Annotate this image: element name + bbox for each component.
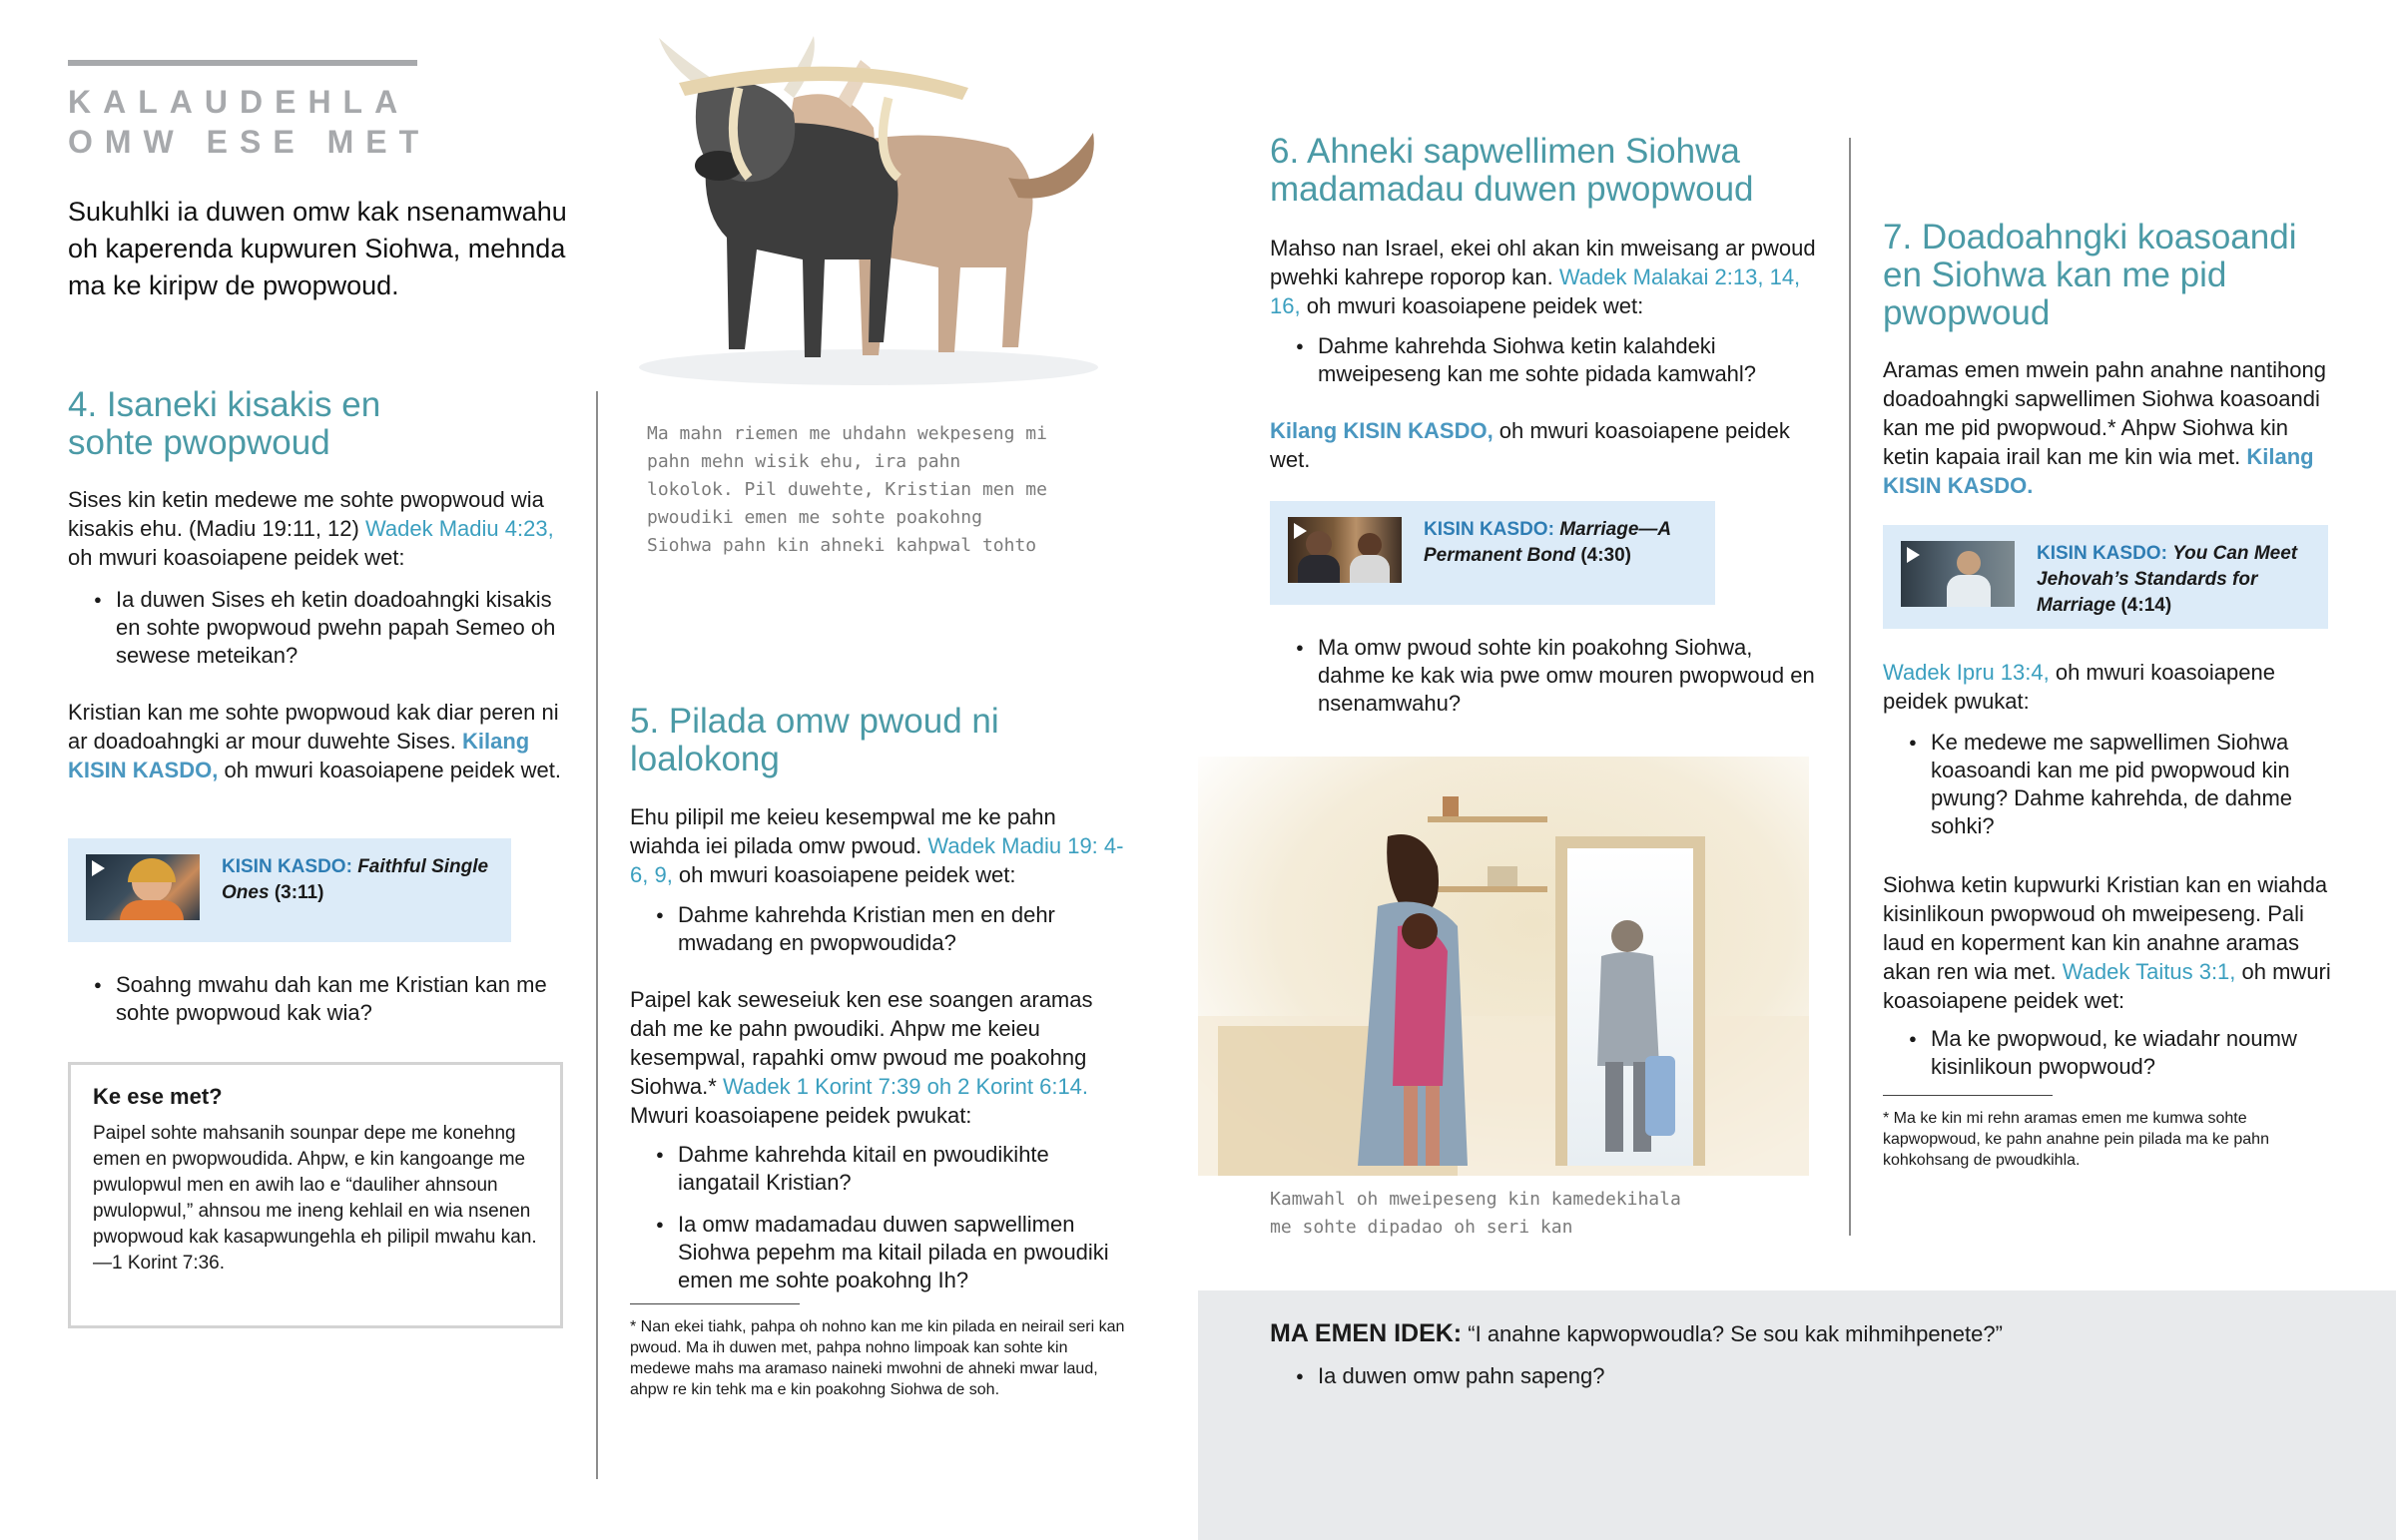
panel-question-text: “I anahne kapwopwoudla? Se sou kak mihmihpenete?” [1468,1321,2003,1346]
man-body [1298,555,1340,583]
list-item: ● Dahme kahrehda Siohwa ketin kalahdeki mweipeseng kan me sohte pidada kamwahl? [1270,332,1817,388]
section7-paragraph2: Wadek Ipru 13:4, oh mwuri koasoiapene peidek pwukat: [1883,660,2275,714]
video-thumbnail[interactable] [1288,517,1402,583]
intro-text: Sukuhlki ia duwen omw kak nsenamwahu oh kaperenda kupwuren Siohwa, mehnda ma ke kiripw de pwopwoud. [68,197,567,300]
title-line-1: KALAUDEHLA [68,84,410,120]
list-item: ● Ia omw madamadau duwen sapwellimen Siohwa pepehm ma kitail pilada en pwoudiki emen me sohte poakohng Ih? [630,1211,1129,1294]
section5-paragraph2: Paipel kak seweseiuk ken ese soangen aramas dah me ke pahn pwoudiki. Ahpw me keieu kesempwal, rapahki omw pwoud me poakohng Siohwa.* Wadek 1 Korint 7:39 oh 2 Korint 6:14. Mwuri koasoiapene peidek pwukat: [630,987,1093,1128]
panel-question [1270,1318,2368,1349]
section6-paragraph2: Kilang KISIN KASDO, oh mwuri koasoiapene peidek wet. [1270,418,1790,472]
person-hair [128,858,176,882]
section7-heading: 7. Doadoahngki koasoandi en Siohwa kan me pid pwopwoud [1883,218,2297,332]
scripture-link[interactable]: Wadek Taitus 3:1, [2062,959,2236,984]
list-item: ● Ia duwen omw pahn sapeng? [1270,1362,2268,1390]
list-item: ● Dahme kahrehda Kristian men en dehr mwadang en pwopwoudida? [630,901,1129,957]
ke-ese-met-box [68,1062,563,1328]
section5-bullets-2 [630,1141,1129,1308]
section7-bullets-2 [1883,1025,2332,1095]
section4-paragraph1: Sises kin ketin medewe me sohte pwopwoud wia kisakis ehu. (Madiu 19:11, 12) Wadek Madiu 4:23, oh mwuri koasoiapene peidek wet: [68,487,554,570]
footnote-text: * Nan ekei tiahk, pahpa oh nohno kan me kin pilada en neirail seri kan pwoud. Ma ih duwen met, pahpa nohno limpoak kan sohte kin medewe mahs ma aramaso naineki mwohni de ahneki mwar laud, ahpw re kin tehk ma e kin poakohng Siohwa de soh. [630,1318,1125,1398]
footnote-rule [630,1303,800,1304]
footnote-rule [1883,1095,2053,1096]
video-thumbnail[interactable] [86,854,200,920]
scripture-link[interactable]: Wadek Madiu 4:23, [364,516,554,541]
video-thumbnail[interactable] [1901,541,2015,607]
video-card-faithful-single[interactable] [68,838,511,942]
section4-heading: 4. Isaneki kisakis en sohte pwopwoud [68,385,381,462]
woman-body [1350,555,1390,583]
top-rule [68,60,417,66]
section6-bullets-2 [1270,634,1817,732]
scripture-link[interactable]: Wadek Ipru 13:4, [1883,660,2050,685]
section7-paragraph1: Aramas emen mwein pahn anahne nantihong doadoahngki sapwellimen Siohwa koasoandi kan me pid pwopwoud.* Ahpw Siohwa kin ketin kapaia irail kan me kin wia met. Kilang KISIN KASDO. [1883,357,2326,498]
man-figure [1306,531,1332,557]
ma-emen-idek-panel [1198,1290,2396,1540]
list-item: ● Ke medewe me sapwellimen Siohwa koasoandi kan me pid pwopwoud kin pwung? Dahme kahrehda, de dahme sohki? [1883,729,2332,840]
section5-heading: 5. Pilada omw pwoud ni loalokong [630,702,999,778]
section4-bullets-2 [68,971,567,1041]
video-card-marriage[interactable] [1270,501,1715,605]
column-divider-2 [1849,138,1851,1236]
footnote-text: * Ma ke kin mi rehn aramas emen me kumwa sohte kapwopwoud, ke pahn anahne pein pilada ma ke pahn kohkohsang de pwoudkihla. [1883,1110,2269,1169]
family-leaving-illustration-icon [1198,757,1809,1176]
panel-bullets [1270,1362,2268,1404]
section5-footnote [630,1303,1129,1400]
video-caption: KISIN KASDO: You Can Meet Jehovah’s Standards for Marriage (4:14) [2037,543,2298,616]
section4-bullets-1 [68,586,567,684]
section7-footnote [1883,1095,2332,1171]
box-body: Paipel sohte mahsanih sounpar depe me konehng emen en pwopwoudida. Ahpw, e kin kangoange me pwulopwul men en awih lao e “dauliher ahnsoun pwulopwul,” ahnsou me ineng kehlail en wia nsenen pwopwoud kak kasapwungehla eh pilipil mwahu kan. [93,1123,537,1248]
section7-paragraph3: Siohwa ketin kupwurki Kristian kan en wiahda kisinlikoun pwopwoud oh mweipeseng. Pali laud en koperment kan kin anahne aramas akan ren wia met. Wadek Taitus 3:1, oh mwuri koasoiapene peidek wet: [1883,872,2331,1013]
scripture-link[interactable]: Wadek 1 Korint 7:39 oh 2 Korint 6:14. [722,1074,1089,1099]
oxen-yoke-illustration-icon [589,28,1128,387]
video-caption: KISIN KASDO: Marriage—A Permanent Bond (4:30) [1424,519,1671,566]
play-icon[interactable] [1907,547,1920,563]
play-icon[interactable] [1294,523,1307,539]
section4-paragraph2: Kristian kan me sohte pwopwoud kak diar peren ni ar doadoahngki ar mour duwehte Sises. Kilang KISIN KASDO, oh mwuri koasoiapene peidek wet. [68,700,562,782]
person-shirt [120,900,184,920]
scripture-link[interactable]: Wadek Malakai 2:13, 14, 16, [1270,264,1801,318]
panel-label: MA EMEN IDEK: [1270,1319,1463,1347]
woman-figure [1358,533,1382,557]
title-line-2: OMW ESE MET [68,124,431,160]
section6-bullets-1 [1270,332,1817,402]
list-item: ● Ma omw pwoud sohte kin poakohng Siohwa, dahme ke kak wia pwe omw mouren pwopwoud en nsenamwahu? [1270,634,1817,718]
section7-bullets-1 [1883,729,2332,854]
list-item: ● Soahng mwahu dah kan me Kristian kan me sohte pwopwoud kak wia? [68,971,567,1027]
video-link[interactable]: Kilang KISIN KASDO, [1270,418,1494,443]
section6-heading: 6. Ahneki sapwellimen Siohwa madamadau duwen pwopwoud [1270,132,1754,209]
video-link[interactable]: Kilang KISIN KASDO. [1883,444,2314,498]
section5-paragraph1: Ehu pilipil me keieu kesempwal me ke pahn wiahda iei pilada omw pwoud. Wadek Madiu 19: 4-6, 9, oh mwuri koasoiapene peidek wet: [630,804,1124,887]
person-head [1957,551,1981,575]
person-shirt [1947,575,1991,607]
image-caption-oxen: Ma mahn riemen me uhdahn wekpeseng mi pahn mehn wisik ehu, ira pahn lokolok. Pil duwehte, Kristian men me pwoudiki emen me sohte poakohng Siohwa pahn kin ahneki kahpwal tohto [647,423,1047,556]
play-icon[interactable] [92,860,105,876]
box-reference: —1 Korint 7:36. [93,1253,226,1274]
list-item: ● Dahme kahrehda kitail en pwoudikihte iangatail Kristian? [630,1141,1129,1197]
column-divider-1 [596,391,598,1479]
page-title [68,82,430,162]
video-caption: KISIN KASDO: Faithful Single Ones (3:11) [222,856,489,903]
list-item: ● Ma ke pwopwoud, ke wiadahr noumw kisinlikoun pwopwoud? [1883,1025,2332,1081]
video-link[interactable]: Kilang KISIN KASDO, [68,729,530,782]
box-heading: Ke ese met? [93,1084,223,1109]
section6-paragraph1: Mahso nan Israel, ekei ohl akan kin mweisang ar pwoud pwehki kahrepe roporop kan. Wadek Malakai 2:13, 14, 16, oh mwuri koasoiapene peidek wet: [1270,236,1816,318]
video-card-standards[interactable] [1883,525,2328,629]
scripture-link[interactable]: Wadek Madiu 19: 4-6, 9, [630,833,1124,887]
image-caption-family: Kamwahl oh mweipeseng kin kamedekihala me sohte dipadao oh seri kan [1270,1189,1681,1238]
list-item: ● Ia duwen Sises eh ketin doadoahngki kisakis en sohte pwopwoud pwehn papah Semeo oh sewese meteikan? [68,586,567,670]
section5-bullets-1 [630,901,1129,971]
